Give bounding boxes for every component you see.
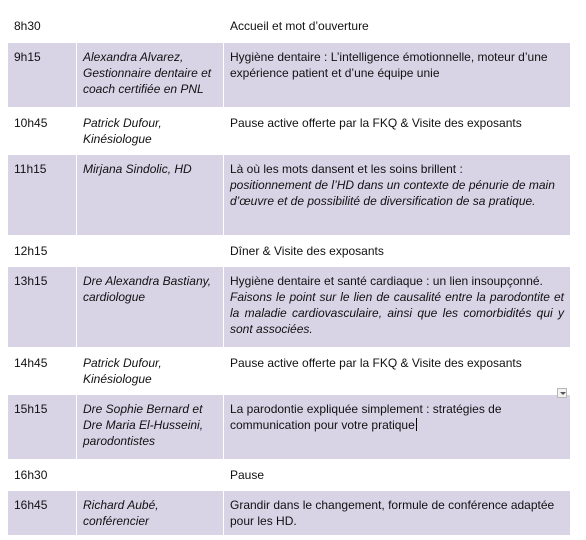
topic-cell: Pause active offerte par la FKQ & Visite des exposants	[224, 348, 571, 394]
speaker-cell: Alexandra Alvarez, Gestionnaire dentaire et coach certifiée en PNL	[77, 42, 224, 108]
topic-detail: Faisons le point sur le lien de causalité entre la parodontite et la maladie cardiovasculaire, ainsi que les comorbidités qui y sont associées.	[230, 290, 564, 336]
topic-cell: Dîner & Visite des exposants	[224, 236, 571, 266]
topic-cell: Grandir dans le changement, formule de conférence adaptée pour les HD.	[224, 490, 571, 536]
time-cell: 9h15	[8, 42, 77, 108]
schedule-table	[8, 12, 570, 537]
topic-cell	[224, 154, 571, 236]
table-row	[8, 266, 570, 348]
table-row	[8, 490, 570, 536]
time-cell: 15h15	[8, 394, 77, 460]
topic-cell: Hygiène dentaire : L’intelligence émotionnelle, moteur d’une expérience patient et d’une équipe unie	[224, 42, 571, 108]
speaker-cell: Dre Alexandra Bastiany, cardiologue	[77, 266, 224, 348]
table-row	[8, 460, 570, 490]
topic-text: Là où les mots dansent et les soins brillent :	[230, 162, 463, 176]
table-row	[8, 12, 570, 42]
time-cell: 13h15	[8, 266, 77, 348]
speaker-cell: Patrick Dufour, Kinésiologue	[77, 108, 224, 154]
speaker-cell	[77, 460, 224, 490]
topic-cell	[224, 266, 571, 348]
topic-cell[interactable]	[224, 394, 571, 460]
time-cell: 10h45	[14, 116, 48, 130]
table-row	[8, 236, 570, 266]
speaker-cell: Richard Aubé, conférencier	[77, 490, 224, 536]
time-cell: 8h30	[14, 19, 41, 33]
topic-text: La parodontie expliquée simplement : stratégies de communication pour votre pratique	[230, 402, 502, 432]
topic-cell: Pause	[224, 460, 571, 490]
dropdown-arrow-icon[interactable]	[557, 388, 567, 398]
speaker-cell	[77, 236, 224, 266]
speaker-cell: Patrick Dufour, Kinésiologue	[77, 348, 224, 394]
speaker-cell: Dre Sophie Bernard et Dre Maria El-Husseini, parodontistes	[77, 394, 224, 460]
time-cell: 11h15	[8, 154, 77, 236]
time-cell: 16h30	[14, 468, 48, 482]
table-row	[8, 42, 570, 108]
table-row	[8, 154, 570, 236]
table-row	[8, 394, 570, 460]
topic-text: Hygiène dentaire et santé cardiaque : un lien insoupçonné.	[230, 274, 543, 288]
speaker-cell	[77, 12, 224, 42]
table-row	[8, 108, 570, 154]
speaker-cell: Mirjana Sindolic, HD	[77, 154, 224, 236]
table-row	[8, 348, 570, 394]
time-cell: 14h45	[14, 356, 48, 370]
text-cursor	[416, 418, 417, 431]
topic-detail: positionnement de l’HD dans un contexte de pénurie de main d’œuvre et de possibilité de diversification de sa pratique.	[230, 178, 555, 208]
topic-cell: Pause active offerte par la FKQ & Visite des exposants	[224, 108, 571, 154]
time-cell: 16h45	[8, 490, 77, 536]
time-cell: 12h15	[14, 244, 48, 258]
topic-cell: Accueil et mot d’ouverture	[224, 12, 571, 42]
